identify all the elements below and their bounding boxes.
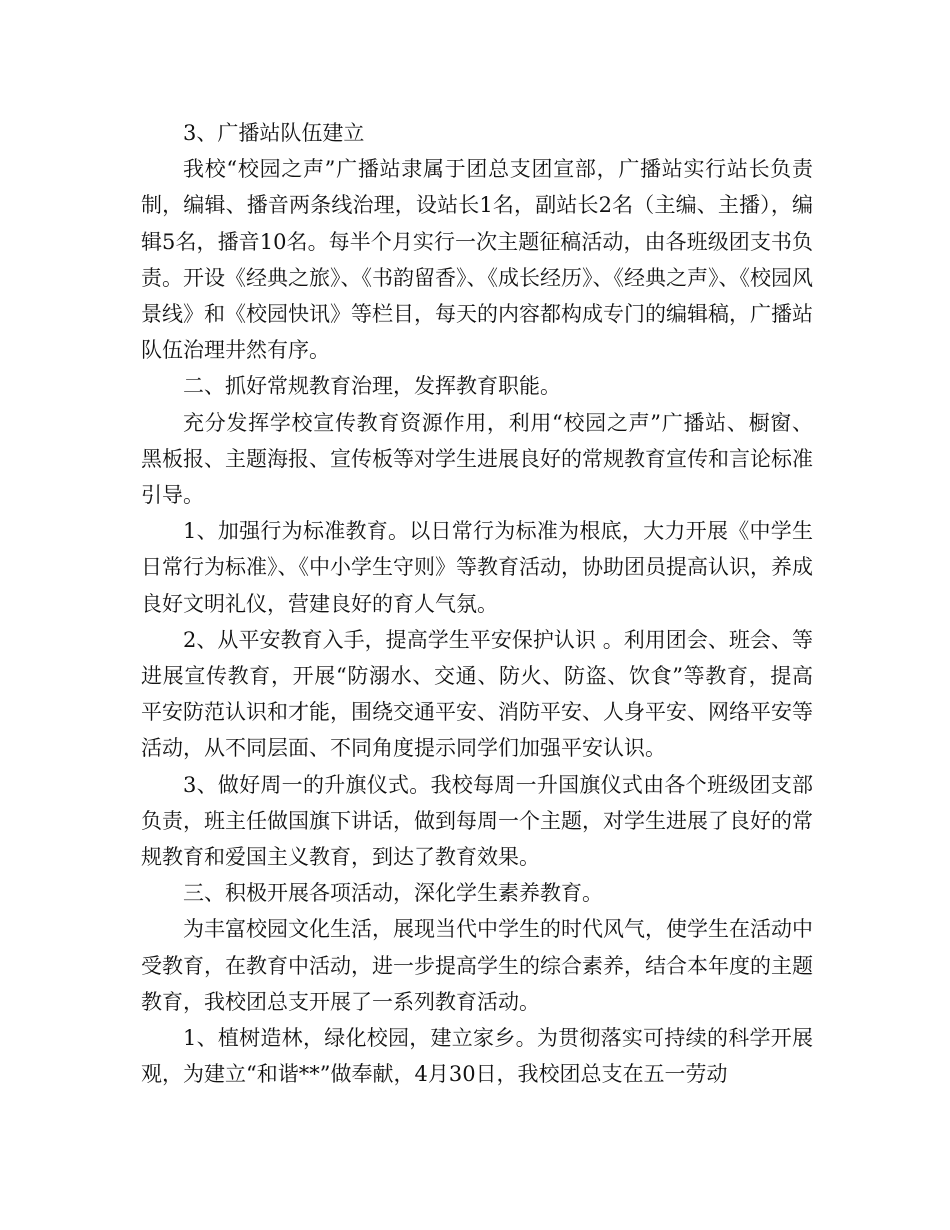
paragraph-behavior-standards: 1、加强行为标准教育。以日常行为标准为根底，大力开展《中学生日常行为标准》、《中小学生守则》等教育活动，协助团员提高认识，养成良好文明礼仪，营建良好的育人气氛。 bbox=[141, 519, 813, 616]
paragraph-safety-education: 2、从平安教育入手，提高学生平安保护认识 。利用团会、班会、等进展宣传教育，开展“防溺水、交通、防火、防盗、饮食”等教育，提高平安防范认识和才能，围绕交通平安、消防平安、人身平安、网络平安等活动，从不同层面、不同角度提示同学们加强平安认识。 bbox=[141, 627, 813, 761]
paragraph-flag-ceremony: 3、做好周一的升旗仪式。我校每周一升国旗仪式由各个班级团支部负责，班主任做国旗下讲话，做到每周一个主题，对学生进展了良好的常规教育和爱国主义教育，到达了教育效果。 bbox=[141, 772, 813, 870]
heading-routine-education: 二、抓好常规教育治理，发挥教育职能。 bbox=[183, 374, 561, 399]
heading-broadcast-team: 3、广播站队伍建立 bbox=[183, 121, 365, 145]
heading-activities: 三、积极开展各项活动，深化学生素养教育。 bbox=[183, 881, 603, 906]
paragraph-broadcast-station: 我校“校园之声”广播站隶属于团总支团宣部，广播站实行站长负责制，编辑、播音两条线治理，设站长1名，副站长2名（主编、主播），编辑5名，播音10名。每半个月实行一次主题征稿活动，由各班级团支书负责。开设《经典之旅》、《书韵留香》、《成长经历》、《经典之声》、《校园风景线》和《校园快讯》等栏目，每天的内容都构成专门的编辑稿，广播站队伍治理井然有序。 bbox=[141, 157, 813, 363]
paragraph-campus-culture: 为丰富校园文化生活，展现当代中学生的时代风气，使学生在活动中受教育，在教育中活动，进一步提高学生的综合素养，结合本年度的主题教育，我校团总支开展了一系列教育活动。 bbox=[141, 917, 813, 1014]
paragraph-publicity-resources: 充分发挥学校宣传教育资源作用，利用“校园之声”广播站、橱窗、黑板报、主题海报、宣传板等对学生进展良好的常规教育宣传和言论标准引导。 bbox=[141, 410, 813, 508]
document-body bbox=[141, 115, 813, 1092]
paragraph-tree-planting: 1、植树造林，绿化校园，建立家乡。为贯彻落实可持续的科学开展观，为建立“和谐**”做奉献，4月30日，我校团总支在五一劳动 bbox=[141, 1026, 813, 1087]
